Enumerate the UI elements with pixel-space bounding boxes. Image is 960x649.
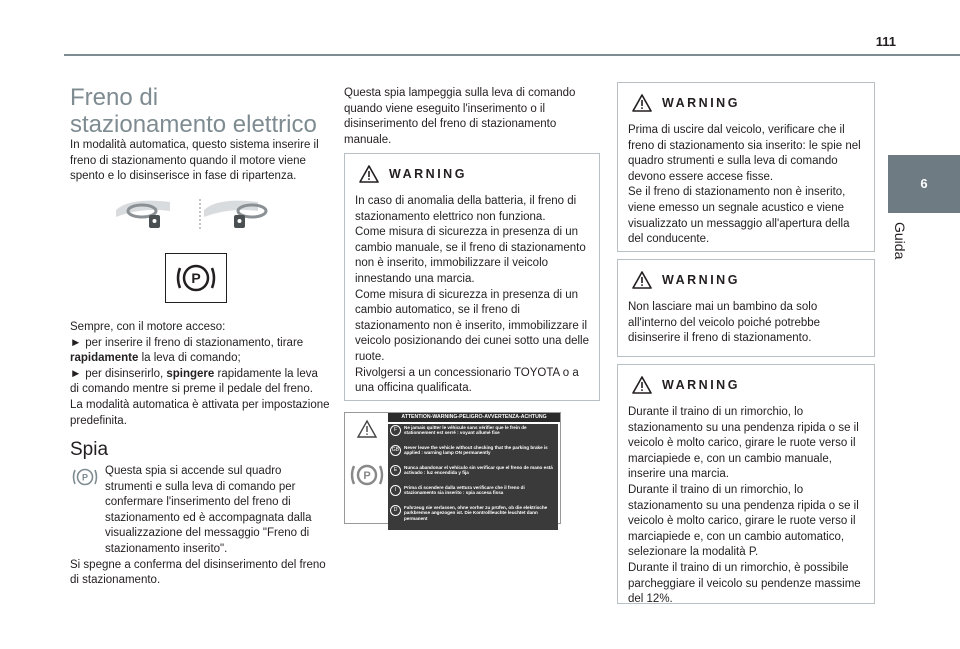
sticker-row: I Prima di scendere dalla vettura verificare che il freno di stazionamento sia inserito : spia accesa fissa (388, 484, 558, 504)
warning-box-towing (617, 364, 875, 604)
warning-line: Se il freno di stazionamento non è inserito, viene emesso un segnale acustico e viene visualizzato un messaggio all'apertura della del conducente. (628, 186, 850, 246)
arrow-bullet-icon: ► (70, 336, 82, 349)
step-release: ► per disinserirlo, spingere rapidamente la leva di comando mentre si preme il pedale del freno. (70, 367, 318, 396)
warning-box-leaving-vehicle (617, 82, 875, 252)
parking-brake-icon (165, 253, 227, 303)
warning-line: Durante il traino di un rimorchio, lo stazionamento su una pendenza ripida o se il veicolo è molto carico, girare le ruote verso il marciapiede e, con un cambio manuale, inserire una marcia. (628, 406, 859, 481)
chapter-label: Guida (892, 222, 908, 260)
arrow-bullet-icon: ► (70, 367, 82, 380)
sticker-icons (345, 413, 389, 523)
warning-triangle-icon (359, 165, 379, 183)
warning-triangle-icon (632, 271, 652, 289)
page-number: 111 (875, 34, 896, 49)
warning-triangle-icon (358, 421, 376, 437)
sticker-row: GB Never leave the vehicle without checking that the parking brake is applied : warning lamp ON permanently (391, 445, 548, 456)
svg-text:P: P (363, 470, 371, 482)
warning-line: In caso di anomalia della batteria, il freno di stazionamento elettrico non funziona. (355, 195, 577, 223)
step-engage: ► per inserire il freno di stazionamento, tirare rapidamente la leva di comando; (70, 336, 304, 365)
warning-triangle-icon (632, 376, 652, 394)
warning-line: Rivolgersi a un concessionario TOYOTA o a una officina qualificata. (355, 366, 579, 395)
warning-line: Durante il traino di un rimorchio, lo stazionamento su una pendenza ripida o se il veicolo è molto carico, girare le ruote verso il marciapiede e, con un cambio automatico, selezionare la modalità P. (628, 483, 859, 559)
steering-wheel-icon (116, 201, 170, 228)
warning-line: Non lasciare mai un bambino da solo all'interno del veicolo poiché potrebbe disinserire il freno di stazionamento. (628, 301, 821, 345)
steering-lever-illustration (112, 195, 282, 235)
warning-title: WARNING (662, 378, 740, 392)
auto-mode-note: La modalità automatica è attivata per impostazione predefinita. (70, 398, 330, 427)
warning-line: Come misura di sicurezza in presenza di un cambio automatico, se il freno di stazionamento non è inserito, immobilizzare il veicolo posizionando dei cunei sotto una delle ruote. (355, 288, 589, 363)
svg-text:P: P (191, 270, 201, 286)
warning-line: Prima di uscire dal veicolo, verificare che il freno di stazionamento sia inserito: le spie nel quadro strumenti e sulla leva di comando devono essere accese fisse. (628, 124, 861, 183)
warning-title: WARNING (662, 96, 740, 110)
header-rule (64, 54, 960, 56)
warning-line: Durante il traino di un rimorchio, è possibile parcheggiare il veicolo su pendenze massime del 12%. (628, 561, 861, 606)
svg-text:P: P (81, 472, 89, 483)
column2-intro: Questa spia lampeggia sulla leva di comando quando viene eseguito l'inserimento o il disinserimento del freno di stazionamento manuale. (344, 87, 576, 146)
sticker-rows (388, 424, 558, 530)
warning-sticker (344, 412, 561, 524)
warning-title: WARNING (389, 167, 467, 181)
sticker-row: E Nunca abandonar el vehículo sin verificar que el freno de mano está activado : luz encendida y fija (388, 464, 558, 484)
steering-wheel-icon (204, 201, 266, 228)
warning-line: Come misura di sicurezza in presenza di un cambio manuale, se il freno di stazionamento non è inserito, immobilizzare il veicolo innestando una marcia. (355, 226, 586, 285)
page-title: Freno di stazionamento elettrico (70, 84, 317, 138)
chapter-tab[interactable]: 6 (888, 155, 960, 213)
warning-box-child (617, 259, 875, 357)
sticker-row: D Fahrzeug nie verlassen, ohne vorher zu prüfen, ob die elektrische parkbremse angezogen ist. Die Kontrollleuchte leuchtet dann permanent (388, 504, 558, 530)
warning-title: WARNING (662, 273, 740, 287)
spia-off-text: Si spegne a conferma del disinserimento del freno di stazionamento. (70, 558, 326, 587)
brake-instructions (70, 320, 330, 429)
intro-text: In modalità automatica, questo sistema inserire il freno di stazionamento quando il motore viene spento e lo disinserisce in fase di ripartenza. (70, 139, 319, 183)
sticker-row: F Ne jamais quitter le véhicule sans vérifier que le frein de stationnement est serré : voyant allumé fixe (388, 424, 558, 444)
spia-text: Questa spia si accende sul quadro strumenti e sulla leva di comando per confermare l'inserimento del freno di stazionamento ed è accompagnata dalla visualizzazione del messaggio "Freno di stazionamento inserito". Si spegne a conferma del disinserimento del freno di stazionamento. (70, 464, 330, 589)
spia-heading: Spia (70, 439, 109, 460)
warning-box-battery (344, 153, 600, 401)
parking-brake-icon (352, 466, 382, 484)
warning-triangle-icon (632, 94, 652, 112)
engine-on-label: Sempre, con il motore acceso: (70, 321, 226, 333)
sticker-header: ATTENTION-WARNING-PELIGRO-AVVERTENZA-ACHTUNG (388, 413, 560, 422)
